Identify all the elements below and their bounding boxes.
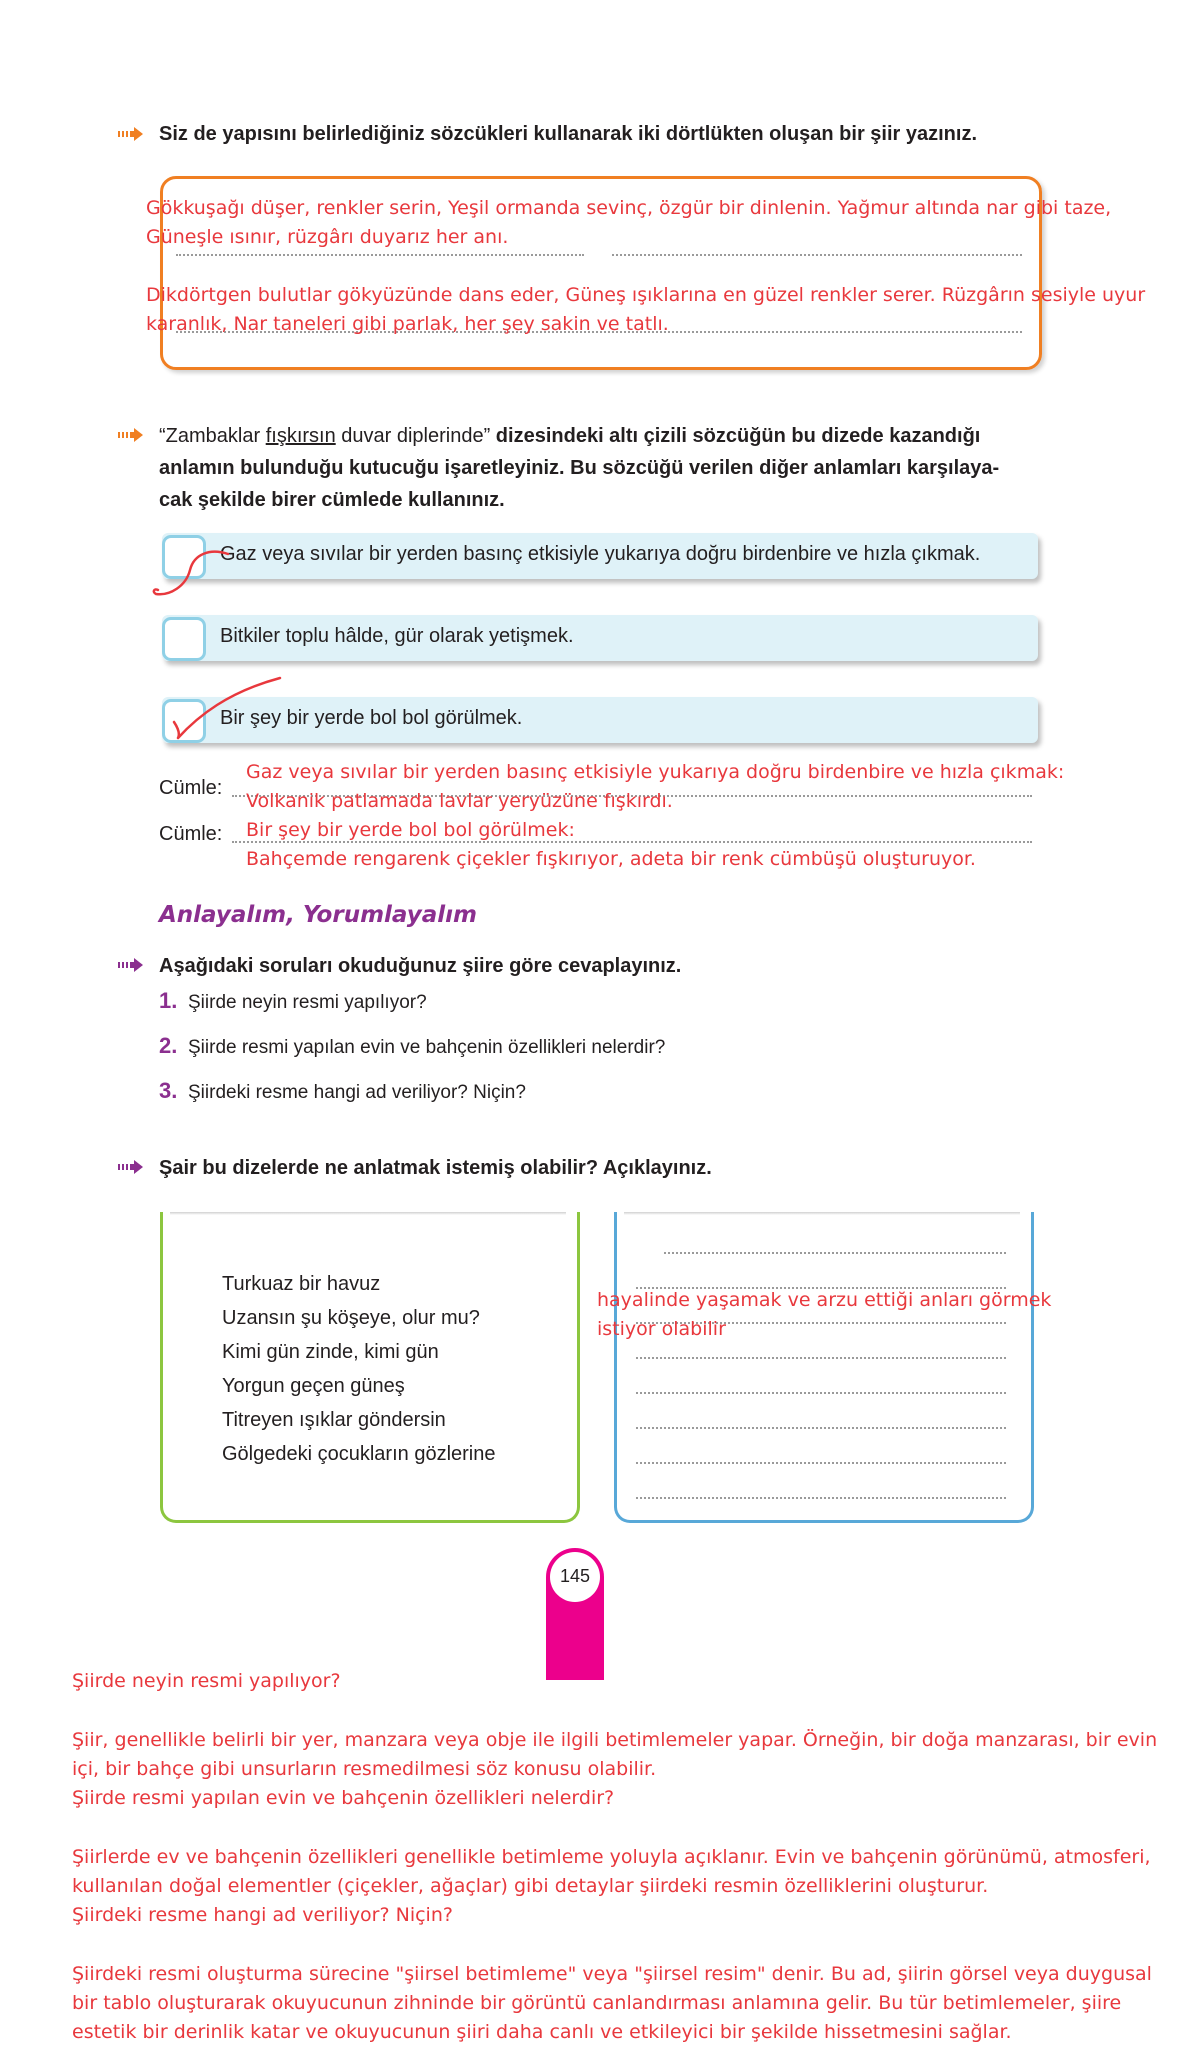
footer-answer-line: bir tablo oluşturarak okuyucunun zihninde bir görüntü canlandırması anlamına gelir. Bu tür betimlemeler, şiire	[72, 1992, 1122, 2014]
box-top-shadow	[170, 1212, 566, 1215]
question-text: Şiirde resmi yapılan evin ve bahçenin özellikleri nelerdir?	[188, 1037, 666, 1058]
poem-line: Gölgedeki çocukların gözlerine	[222, 1443, 496, 1465]
dotted-line	[636, 1497, 1006, 1499]
option-label: Gaz veya sıvılar bir yerden basınç etkisiyle yukarıya doğru birdenbire ve hızla çıkmak.	[220, 543, 981, 565]
dotted-line	[636, 1392, 1006, 1394]
handwritten-sentence: Volkanik patlamada lavlar yeryüzüne fışkırdı.	[246, 790, 673, 812]
poem-line: Turkuaz bir havuz	[222, 1273, 381, 1295]
cumle-label: Cümle:	[159, 823, 223, 845]
purple-arrow-icon	[118, 958, 144, 972]
orange-arrow-icon	[118, 127, 144, 141]
dotted-line	[664, 1252, 1006, 1254]
meaning-option[interactable]	[162, 615, 1038, 661]
handwritten-sentence: Bahçemde rengarenk çiçekler fışkırıyor, adeta bir renk cümbüşü oluşturuyor.	[246, 848, 976, 870]
word-meaning-instruction-line: anlamın bulunduğu kutucuğu işaretleyiniz. Bu sözcüğü verilen diğer anlamları karşılaya-	[159, 457, 1000, 479]
footer-question: Şiirde neyin resmi yapılıyor?	[72, 1670, 341, 1692]
word-meaning-instruction: “Zambaklar fışkırsın duvar diplerinde” dizesindeki altı çizili sözcüğün bu dizede kazandığı	[159, 425, 981, 447]
dotted-line	[636, 1427, 1006, 1429]
footer-answer-line: Şiir, genellikle belirli bir yer, manzara veya obje ile ilgili betimlemeler yapar. Örneğin, bir doğa manzarası, bir evin	[72, 1729, 1158, 1751]
question-number: 3.	[159, 1078, 178, 1103]
handwritten-sentence: Bir şey bir yerde bol bol görülmek:	[246, 819, 575, 841]
footer-question: Şiirde resmi yapılan evin ve bahçenin özellikleri nelerdir?	[72, 1787, 615, 1809]
footer-question: Şiirdeki resme hangi ad veriliyor? Niçin?	[72, 1904, 453, 1926]
option-label: Bitkiler toplu hâlde, gür olarak yetişmek.	[220, 625, 574, 647]
poem-writing-instruction: Siz de yapısını belirlediğiniz sözcükleri kullanarak iki dörtlükten oluşan bir şiir yazınız.	[159, 123, 978, 145]
poem-box	[160, 1212, 580, 1523]
section-heading: Anlayalım, Yorumlayalım	[159, 902, 477, 928]
handwritten-poem-line: karanlık, Nar taneleri gibi parlak, her şey sakin ve tatlı.	[146, 313, 669, 335]
handwritten-poem-line: Gökkuşağı düşer, renkler serin, Yeşil ormanda sevinç, özgür bir dinlenin. Yağmur altında nar gibi taze,	[146, 197, 1112, 219]
box-top-shadow	[624, 1212, 1020, 1215]
handwritten-interpretation: istiyor olabilir	[597, 1318, 726, 1340]
question-number: 2.	[159, 1033, 178, 1058]
question-text: Şiirde neyin resmi yapılıyor?	[188, 992, 427, 1013]
meaning-option[interactable]	[162, 697, 1038, 743]
dotted-line	[636, 1462, 1006, 1464]
footer-answer-line: içi, bir bahçe gibi unsurların resmedilmesi söz konusu olabilir.	[72, 1758, 657, 1780]
orange-arrow-icon	[118, 428, 144, 442]
word-meaning-instruction-line: cak şekilde birer cümlede kullanınız.	[159, 489, 505, 511]
handwritten-interpretation: hayalinde yaşamak ve arzu ettiği anları görmek	[597, 1289, 1052, 1311]
cumle-label: Cümle:	[159, 777, 223, 799]
dotted-line	[176, 254, 584, 256]
question-number: 1.	[159, 988, 178, 1013]
underlined-word: fışkırsın	[265, 425, 336, 447]
page-number: 145	[559, 1566, 591, 1586]
question-text: Şiirdeki resme hangi ad veriliyor? Niçin?	[188, 1082, 526, 1103]
meaning-option[interactable]	[162, 533, 1038, 579]
red-checkmark-icon	[168, 672, 288, 740]
option-label: Bir şey bir yerde bol bol görülmek.	[220, 707, 523, 729]
poem-line: Yorgun geçen güneş	[222, 1375, 405, 1397]
footer-answer-line: Şiirlerde ev ve bahçenin özellikleri genellikle betimleme yoluyla açıklanır. Evin ve bahçenin görünümü, atmosferi,	[72, 1846, 1151, 1868]
red-scribble-mark	[150, 540, 240, 600]
purple-arrow-icon	[118, 1160, 144, 1174]
poem-line: Kimi gün zinde, kimi gün	[222, 1341, 439, 1363]
interpretation-instruction: Şair bu dizelerde ne anlatmak istemiş olabilir? Açıklayınız.	[159, 1157, 712, 1179]
dotted-line	[612, 254, 1022, 256]
dotted-line	[636, 1357, 1006, 1359]
option-checkbox[interactable]	[162, 617, 206, 661]
footer-answer-line: kullanılan doğal elementler (çiçekler, ağaçlar) gibi detaylar şiirdeki resmin özelliklerini oluşturur.	[72, 1875, 989, 1897]
handwritten-poem-line: Güneşle ısınır, rüzgârı duyarız her anı.	[146, 226, 509, 248]
interpretation-answer-box	[614, 1212, 1034, 1523]
footer-answer-line: Şiirdeki resmi oluşturma sürecine "şiirsel betimleme" veya "şiirsel resim" denir. Bu ad, şiirin görsel veya duygusal	[72, 1963, 1152, 1985]
handwritten-sentence: Gaz veya sıvılar bir yerden basınç etkisiyle yukarıya doğru birdenbire ve hızla çıkmak:	[246, 761, 1065, 783]
handwritten-poem-line: Dikdörtgen bulutlar gökyüzünde dans eder, Güneş ışıklarına en güzel renkler serer. Rüzgârın sesiyle uyur	[146, 284, 1146, 306]
footer-answer-line: estetik bir derinlik katar ve okuyucunun şiiri daha canlı ve etkileyici bir şekilde hissetmesini sağlar.	[72, 2021, 1012, 2043]
poem-line: Uzansın şu köşeye, olur mu?	[222, 1307, 480, 1329]
questions-instruction: Aşağıdaki soruları okuduğunuz şiire göre cevaplayınız.	[159, 955, 682, 977]
poem-line: Titreyen ışıklar göndersin	[222, 1409, 446, 1431]
